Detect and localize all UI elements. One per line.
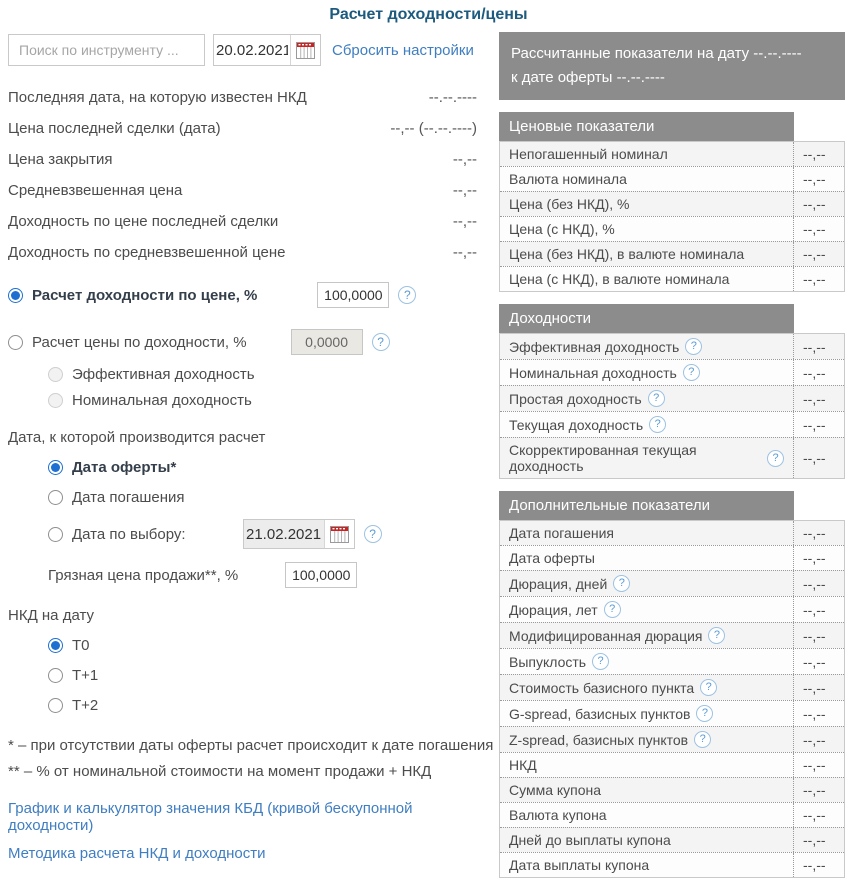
result-row-label-text: Z-spread, базисных пунктов [509, 731, 689, 748]
result-row [500, 852, 844, 877]
radio-offer-date[interactable] [48, 459, 495, 476]
calculator-panel [0, 32, 495, 873]
result-row-value: --,-- [803, 271, 826, 287]
calc-date-input[interactable] [214, 35, 290, 65]
radio-effective-yield[interactable] [48, 366, 495, 383]
result-row [500, 752, 844, 777]
result-row-label [500, 334, 794, 359]
search-input[interactable] [8, 34, 205, 66]
result-row-label [500, 192, 794, 216]
result-row-value: --,-- [803, 221, 826, 237]
result-row-label [500, 649, 794, 674]
result-row-value: --,-- [803, 171, 826, 187]
calendar-icon [296, 42, 315, 59]
result-row-value: --,-- [803, 196, 826, 212]
result-row [500, 545, 844, 570]
help-icon[interactable]: ? [683, 364, 700, 381]
result-row [500, 777, 844, 802]
help-icon[interactable]: ? [613, 575, 630, 592]
result-row-label-text: Дюрация, дней [509, 575, 608, 592]
result-row-label [500, 571, 794, 596]
market-row-label: Последняя дата, на которую известен НКД [8, 89, 307, 106]
results-panel [499, 32, 845, 878]
help-icon[interactable]: ? [649, 416, 666, 433]
result-row-value: --,-- [803, 807, 826, 823]
result-row-label-text: Цена (без НКД), в валюте номинала [509, 246, 745, 262]
dirty-price-row [48, 562, 495, 588]
result-row-label-text: Цена (с НКД), % [509, 221, 615, 237]
result-row-value: --,-- [803, 525, 826, 541]
result-row-value: --,-- [803, 731, 826, 748]
result-row-label-text: Непогашенный номинал [509, 146, 668, 162]
calendar-button[interactable] [290, 35, 320, 65]
result-row-label-text: НКД [509, 757, 537, 773]
result-row-label-text: Дата выплаты купона [509, 857, 650, 873]
help-icon[interactable]: ? [364, 525, 382, 543]
radio-nominal-yield[interactable] [48, 392, 495, 409]
calendar-button[interactable] [324, 520, 354, 548]
result-row-label [500, 853, 794, 877]
result-row [500, 191, 844, 216]
result-row [500, 359, 844, 385]
result-row-label-text: Выпуклость [509, 653, 587, 670]
result-row-value: --,-- [803, 857, 826, 873]
radio-icon [8, 335, 23, 350]
help-icon[interactable]: ? [604, 601, 621, 618]
results-header-line2: к дате оферты --.--.---- [511, 69, 665, 86]
radio-maturity-date[interactable] [48, 489, 495, 506]
radio-nkd-t2[interactable] [48, 697, 495, 714]
radio-price-by-yield[interactable] [8, 329, 495, 355]
footnote-offer: * – при отсутствии даты оферты расчет происходит к дате погашения [8, 737, 494, 754]
radio-icon [8, 288, 23, 303]
radio-icon [48, 460, 63, 475]
price-by-yield-input[interactable] [291, 329, 363, 355]
market-row-label: Доходность по цене последней сделки [8, 213, 279, 230]
result-row-value: --,-- [803, 338, 826, 355]
custom-date-input[interactable] [244, 520, 324, 548]
section-title: Дополнительные показатели [499, 491, 794, 520]
radio-icon [48, 668, 63, 683]
result-row-label-text: Скорректированная текущая доходность [509, 442, 697, 474]
calc-date-field [213, 34, 321, 66]
radio-icon [48, 698, 63, 713]
market-row-value: --,-- (--.--.----) [390, 120, 477, 137]
result-section [499, 491, 845, 878]
help-icon[interactable]: ? [696, 705, 713, 722]
result-row [500, 596, 844, 622]
radio-label: T+1 [72, 667, 99, 684]
result-row-label [500, 521, 794, 545]
market-row-value: --.--.---- [428, 89, 477, 106]
result-sections [499, 112, 845, 878]
result-row-label-text: Эффективная доходность [509, 338, 680, 355]
result-row [500, 142, 844, 166]
radio-label: Дата оферты* [72, 459, 177, 476]
date-options [48, 459, 495, 549]
dirty-price-label: Грязная цена продажи**, % [48, 566, 239, 584]
radio-label: T0 [72, 637, 90, 654]
result-row-label-text: Стоимость базисного пункта [509, 679, 695, 696]
section-table [499, 520, 845, 878]
market-row-value: --,-- [452, 213, 477, 230]
market-row-label: Средневзвешенная цена [8, 182, 183, 199]
result-row-label [500, 242, 794, 266]
result-row-label [500, 267, 794, 291]
yield-by-price-input[interactable] [317, 282, 389, 308]
result-row-value: --,-- [803, 550, 826, 566]
radio-label: Расчет цены по доходности, % [32, 333, 247, 351]
radio-yield-by-price[interactable] [8, 282, 495, 308]
result-row-value: --,-- [803, 627, 826, 644]
result-row-label [500, 727, 794, 752]
result-row [500, 266, 844, 291]
result-row-label-text: Дата погашения [509, 525, 614, 541]
radio-icon [48, 527, 63, 542]
section-table [499, 141, 845, 292]
result-row [500, 216, 844, 241]
market-row-label: Доходность по средневзвешенной цене [8, 244, 286, 261]
result-row [500, 827, 844, 852]
result-row-label [500, 753, 794, 777]
result-row-label [500, 701, 794, 726]
result-row-value: --,-- [803, 364, 826, 381]
footnote-dirty-price: ** – % от номинальной стоимости на момент продажи + НКД [8, 763, 432, 780]
results-header-line1: Рассчитанные показатели на дату --.--.---- [511, 45, 802, 62]
radio-label: Номинальная доходность [72, 392, 252, 409]
market-row [8, 113, 477, 144]
date-section-label: Дата, к которой производится расчет [8, 429, 266, 446]
result-row-label [500, 546, 794, 570]
market-row-label: Цена последней сделки (дата) [8, 120, 221, 137]
radio-custom-date[interactable] [48, 519, 495, 549]
result-row-label-text: Дней до выплаты купона [509, 832, 671, 848]
section-title: Доходности [499, 304, 794, 333]
result-row-label [500, 386, 794, 411]
result-row-value: --,-- [803, 575, 826, 592]
market-row [8, 206, 477, 237]
result-row-label-text: Дата оферты [509, 550, 595, 566]
calendar-icon [330, 526, 349, 543]
result-row-value: --,-- [803, 601, 826, 618]
help-icon[interactable]: ? [700, 679, 717, 696]
market-row [8, 82, 477, 113]
result-row-label [500, 360, 794, 385]
result-row-label-text: Цена (без НКД), % [509, 196, 630, 212]
result-row-label [500, 675, 794, 700]
result-row-label [500, 803, 794, 827]
result-row-value: --,-- [803, 246, 826, 262]
result-row [500, 437, 844, 478]
help-icon[interactable]: ? [648, 390, 665, 407]
result-row-label-text: Номинальная доходность [509, 364, 677, 381]
result-row-label-text: Валюта номинала [509, 171, 627, 187]
yield-price-calculator-page [0, 6, 857, 873]
toolbar [8, 34, 495, 66]
page-title: Расчет доходности/цены [329, 6, 528, 23]
result-row [500, 622, 844, 648]
nkd-options [48, 637, 495, 714]
result-row-value: --,-- [803, 679, 826, 696]
result-row-label-text: Цена (с НКД), в валюте номинала [509, 271, 730, 287]
result-row [500, 521, 844, 545]
result-row [500, 241, 844, 266]
result-row-value: --,-- [803, 705, 826, 722]
result-row [500, 700, 844, 726]
result-row-label [500, 828, 794, 852]
result-row-label-text: G-spread, базисных пунктов [509, 705, 691, 722]
result-row-label-text: Простая доходность [509, 390, 642, 407]
radio-label: Дата погашения [72, 489, 185, 506]
result-row [500, 334, 844, 359]
result-row-label [500, 412, 794, 437]
radio-label: Расчет доходности по цене, % [32, 286, 258, 304]
radio-label: T+2 [72, 697, 99, 714]
result-row-label [500, 597, 794, 622]
nkd-section-label: НКД на дату [8, 607, 94, 624]
radio-nkd-t1[interactable] [48, 667, 495, 684]
radio-label: Эффективная доходность [72, 366, 255, 383]
help-icon[interactable]: ? [372, 333, 390, 351]
help-icon[interactable]: ? [708, 627, 725, 644]
market-row-label: Цена закрытия [8, 151, 113, 168]
market-row-value: --,-- [452, 151, 477, 168]
result-row-value: --,-- [803, 653, 826, 670]
kbd-curve-link[interactable]: График и калькулятор значения КБД (кривой бескупонной доходности) [8, 800, 413, 834]
market-info-list [8, 82, 495, 268]
result-row-value: --,-- [803, 450, 826, 466]
result-row-label [500, 778, 794, 802]
result-row-label-text: Текущая доходность [509, 416, 644, 433]
market-row [8, 237, 477, 268]
result-row-value: --,-- [803, 782, 826, 798]
radio-icon [48, 490, 63, 505]
result-row-value: --,-- [803, 146, 826, 162]
result-row-label [500, 167, 794, 191]
methodology-link[interactable]: Методика расчета НКД и доходности [8, 845, 266, 862]
radio-label: Дата по выбору: [72, 525, 186, 543]
result-row-value: --,-- [803, 390, 826, 407]
result-row-label-text: Валюта купона [509, 807, 607, 823]
market-row-value: --,-- [452, 182, 477, 199]
results-header [499, 32, 845, 100]
result-row [500, 802, 844, 827]
result-row-label [500, 217, 794, 241]
result-row [500, 570, 844, 596]
result-row-label [500, 623, 794, 648]
result-row-label [500, 142, 794, 166]
help-icon[interactable]: ? [592, 653, 609, 670]
custom-date-field [243, 519, 355, 549]
result-row-value: --,-- [803, 416, 826, 433]
result-row [500, 648, 844, 674]
yield-type-options [48, 366, 495, 409]
result-row-value: --,-- [803, 832, 826, 848]
footnotes [8, 737, 495, 780]
help-icon[interactable]: ? [398, 286, 416, 304]
market-row-value: --,-- [452, 244, 477, 261]
radio-nkd-t0[interactable] [48, 637, 495, 654]
result-section [499, 304, 845, 479]
section-table [499, 333, 845, 479]
market-row [8, 175, 477, 206]
help-icon[interactable]: ? [685, 338, 702, 355]
result-row [500, 726, 844, 752]
section-title: Ценовые показатели [499, 112, 794, 141]
result-row [500, 674, 844, 700]
market-row [8, 144, 477, 175]
reset-settings-link[interactable]: Сбросить настройки [332, 41, 474, 59]
radio-icon [48, 638, 63, 653]
result-section [499, 112, 845, 292]
links-block [8, 800, 495, 862]
result-row-label-text: Модифицированная дюрация [509, 627, 703, 644]
result-row-value: --,-- [803, 757, 826, 773]
result-row-label [500, 438, 794, 478]
result-row [500, 411, 844, 437]
dirty-price-input[interactable] [285, 562, 357, 588]
result-row [500, 385, 844, 411]
help-icon[interactable]: ? [694, 731, 711, 748]
radio-icon [48, 393, 63, 408]
help-icon[interactable]: ? [767, 450, 784, 467]
result-row [500, 166, 844, 191]
result-row-label-text: Дюрация, лет [509, 601, 598, 618]
result-row-label-text: Сумма купона [509, 782, 602, 798]
radio-icon [48, 367, 63, 382]
